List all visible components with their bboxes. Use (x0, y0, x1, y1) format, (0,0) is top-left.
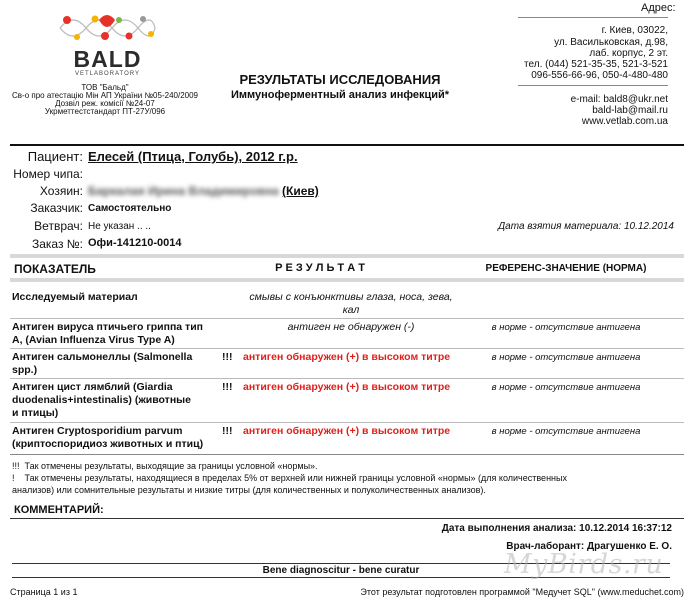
comments-rule (10, 518, 684, 519)
row-result: кал (342, 304, 360, 316)
patient-value: Елесей (Птица, Голубь), 2012 г.р. (88, 149, 298, 164)
col-indicator-header: ПОКАЗАТЕЛЬ (14, 262, 96, 276)
row-name: Исследуемый материал (12, 291, 138, 303)
software-credit: Этот результат подготовлен программой "Медучет SQL" (www.meduchet.com) (360, 587, 684, 597)
row-reference: в норме - отсутствие антигена (491, 322, 641, 333)
row-divider (10, 422, 684, 423)
row-divider (10, 348, 684, 349)
row-name: duodenalis+intestinalis) (животные (12, 394, 191, 406)
row-name: Антиген сальмонеллы (Salmonella (12, 351, 193, 363)
row-flag: !!! (222, 351, 233, 363)
contacts-rule (518, 85, 668, 86)
motto-text: Bene diagnoscitur - bene curatur (262, 565, 420, 576)
row-reference: в норме - отсутствие антигена (491, 382, 641, 393)
order-label: Заказ №: (31, 237, 83, 251)
col-reference-header: РЕФЕРЕНС-ЗНАЧЕНИЕ (НОРМА) (485, 263, 647, 274)
row-flag: !!! (222, 381, 233, 393)
row-name: Антиген Cryptosporidium parvum (12, 425, 183, 437)
page-number: Страница 1 из 1 (10, 587, 78, 597)
dna-helix-icon (55, 10, 160, 46)
customer-value: Самостоятельно (88, 203, 172, 214)
row-name: Антиген вируса птичьего гриппа тип (12, 321, 203, 333)
company-name: ТОВ "Бальд" (81, 83, 129, 92)
logo-text: BALD (73, 46, 142, 72)
col-result-header: Р Е З У Л Ь Т А Т (275, 262, 365, 274)
row-name: Антиген цист лямблий (Giardia (12, 381, 173, 393)
completion-date: Дата выполнения анализа: 10.12.2014 16:37:12 (441, 523, 672, 534)
address-line-5: 096-556-66-96, 050-4-480-480 (531, 70, 668, 81)
address-label: Адрес: (641, 2, 676, 14)
row-result: антиген не обнаружен (-) (287, 321, 415, 333)
vet-label: Ветврач: (34, 219, 83, 233)
company-cert-1: Св-о про атестацію Мін АП України №05-240/2009 (12, 91, 198, 100)
address-line-4: тел. (044) 521-35-35, 521-3-521 (524, 59, 668, 70)
logo-subtext: VETLABORATORY (74, 71, 141, 77)
owner-name-redacted: Баркалая Ирина Владимировна (88, 184, 279, 198)
patient-top-rule (10, 144, 684, 146)
row-name: (криптоспоридиоз животных и птиц) (12, 438, 204, 450)
note-3: анализов) или сомнительные результаты и низкие титры (для количественных и полуколичественных анализов). (12, 485, 486, 495)
report-subtitle: Иммуноферментный анализ инфекций* (230, 89, 450, 101)
row-divider (10, 378, 684, 379)
row-result: смывы с конъюнктивы глаза, носа, зева, (249, 291, 453, 303)
row-name: А, (Avian Influenza Virus Type A) (12, 334, 175, 346)
table-header-top-bar (10, 254, 684, 258)
address-line-3: лаб. корпус, 2 эт. (589, 48, 668, 59)
company-cert-3: Укрметтестстандарт ПТ-27У/096 (44, 107, 166, 116)
website: www.vetlab.com.ua (581, 116, 668, 127)
email: e-mail: bald8@ukr.net (570, 94, 668, 105)
email-2: bald-lab@mail.ru (592, 105, 668, 116)
order-value: Офи-141210-0014 (88, 237, 182, 249)
row-name: spp.) (12, 364, 38, 376)
company-cert-2: Дозвіл реж. комісії №24-07 (55, 99, 155, 108)
doctor-name: Врач-лаборант: Драгушенко Е. О. (506, 541, 672, 552)
table-header-bottom-bar (10, 278, 684, 282)
material-date: Дата взятия материала: 10.12.2014 (498, 221, 674, 232)
row-reference: в норме - отсутствие антигена (491, 352, 641, 363)
patient-label: Пациент: (27, 149, 83, 164)
row-reference: в норме - отсутствие антигена (491, 426, 641, 437)
note-2: ! Так отмечены результаты, находящиеся в пределах 5% от верхней или нижней границы условной «нормы» (для количественных (12, 473, 567, 483)
owner-label: Хозяин: (39, 184, 83, 198)
row-flag: !!! (222, 425, 233, 437)
row-divider (10, 318, 684, 319)
row-result: антиген обнаружен (+) в высоком титре (243, 351, 451, 363)
address-line-1: г. Киев, 03022, (601, 25, 668, 36)
row-result: антиген обнаружен (+) в высоком титре (243, 381, 451, 393)
report-title: РЕЗУЛЬТАТЫ ИССЛЕДОВАНИЯ (239, 72, 441, 87)
comments-label: КОММЕНТАРИЙ: (14, 504, 104, 516)
company-logo (55, 10, 160, 78)
address-rule (518, 17, 668, 18)
note-1: !!! Так отмечены результаты, выходящие за границы условной «нормы». (12, 461, 318, 471)
address-line-2: ул. Васильковская, д.98, (554, 37, 668, 48)
owner-value (88, 184, 319, 198)
vet-value: Не указан .. .. (88, 221, 151, 232)
table-bottom-rule (10, 454, 684, 455)
owner-city: (Киев) (282, 184, 319, 198)
watermark: MyBirds.ru (504, 549, 664, 580)
row-name: и птицы) (12, 407, 59, 419)
row-result: антиген обнаружен (+) в высоком титре (243, 425, 451, 437)
customer-label: Заказчик: (30, 201, 83, 215)
chip-label: Номер чипа: (13, 167, 83, 181)
